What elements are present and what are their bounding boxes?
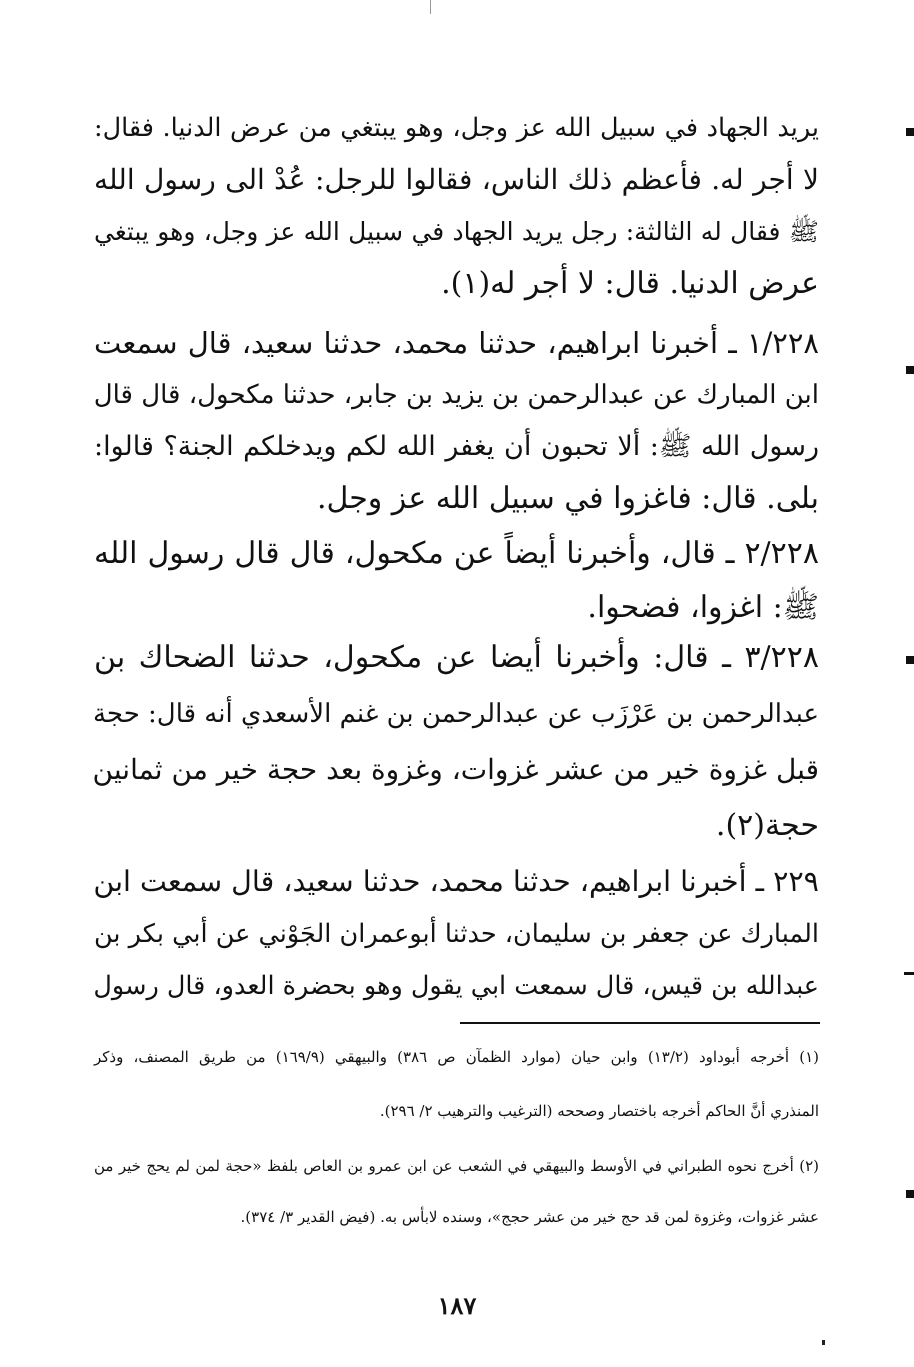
scan-mark <box>822 1340 825 1345</box>
body-line: ﷺ: اغزوا، فضحوا. <box>587 590 819 625</box>
body-line: يريد الجهاد في سبيل الله عز وجل، وهو يبتغي من عرض الدنيا. فقال: <box>94 113 819 143</box>
body-line: لا أجر له. فأعظم ذلك الناس، فقالوا للرجل: عُدْ الى رسول الله <box>94 163 819 196</box>
hadith-line: ٢/٢٢٨ ـ قال، وأخبرنا أيضاً عن مكحول، قال قال رسول الله <box>94 536 819 571</box>
body-line: عبدالله بن قيس، قال سمعت ابي يقول وهو بحضرة العدو، قال رسول <box>93 971 819 1001</box>
body-line: عرض الدنيا. قال: لا أجر له(١). <box>441 266 819 301</box>
margin-mark <box>904 972 914 975</box>
scan-mark <box>430 0 431 14</box>
hadith-line: ٣/٢٢٨ ـ قال: وأخبرنا أيضا عن مكحول، حدثنا الضحاك بن <box>94 640 819 675</box>
footnote-line: عشر غزوات، وغزوة لمن قد حج خير من عشر حجج»، وسنده لابأس به. (فيض القدير ٣/ ٣٧٤). <box>240 1208 819 1226</box>
body-line: ابن المبارك عن عبدالرحمن بن يزيد بن جابر، حدثنا مكحول، قال قال <box>93 380 819 410</box>
body-line: ﷺ فقال له الثالثة: رجل يريد الجهاد في سبيل الله عز وجل، وهو يبتغي <box>94 217 819 246</box>
footnote-line: المنذري أنَّ الحاكم أخرجه باختصار وصححه (الترغيب والترهيب ٢/ ٢٩٦). <box>379 1102 819 1120</box>
footnote-divider <box>460 1022 820 1024</box>
body-line: بلى. قال: فاغزوا في سبيل الله عز وجل. <box>316 481 819 516</box>
page-number: ١٨٧ <box>437 1291 477 1320</box>
margin-mark <box>906 366 914 374</box>
footnote-line: (١) أخرجه أبوداود (١٣/٢) وابن حيان (موارد الظمآن ص ٣٨٦) والبيهقي (١٦٩/٩) من طريق المصنف، وذكر <box>94 1048 820 1066</box>
footnote-line: (٢) أخرج نحوه الطبراني في الأوسط والبيهقي في الشعب عن ابن عمرو بن العاص بلفظ «حجة لمن لم يحج خير من <box>94 1157 819 1175</box>
body-line: عبدالرحمن بن عَرْزَب عن عبدالرحمن بن غنم الأسعدي أنه قال: حجة <box>92 699 819 729</box>
hadith-line: ٢٢٩ ـ أخبرنا ابراهيم، حدثنا محمد، حدثنا سعيد، قال سمعت ابن <box>93 865 819 898</box>
margin-mark <box>906 128 914 136</box>
margin-mark <box>906 1190 914 1198</box>
hadith-line: ١/٢٢٨ ـ أخبرنا ابراهيم، حدثنا محمد، حدثنا سعيد، قال سمعت <box>94 326 819 360</box>
body-line: رسول الله ﷺ: ألا تحبون أن يغفر الله لكم ويدخلكم الجنة؟ قالوا: <box>94 431 819 462</box>
body-line: قبل غزوة خير من عشر غزوات، وغزوة بعد حجة خير من ثمانين <box>92 753 819 786</box>
body-line: حجة(٢). <box>715 808 819 843</box>
body-line: المبارك عن جعفر بن سليمان، حدثنا أبوعمران الجَوْني عن أبي بكر بن <box>94 919 819 949</box>
margin-mark <box>906 656 914 664</box>
